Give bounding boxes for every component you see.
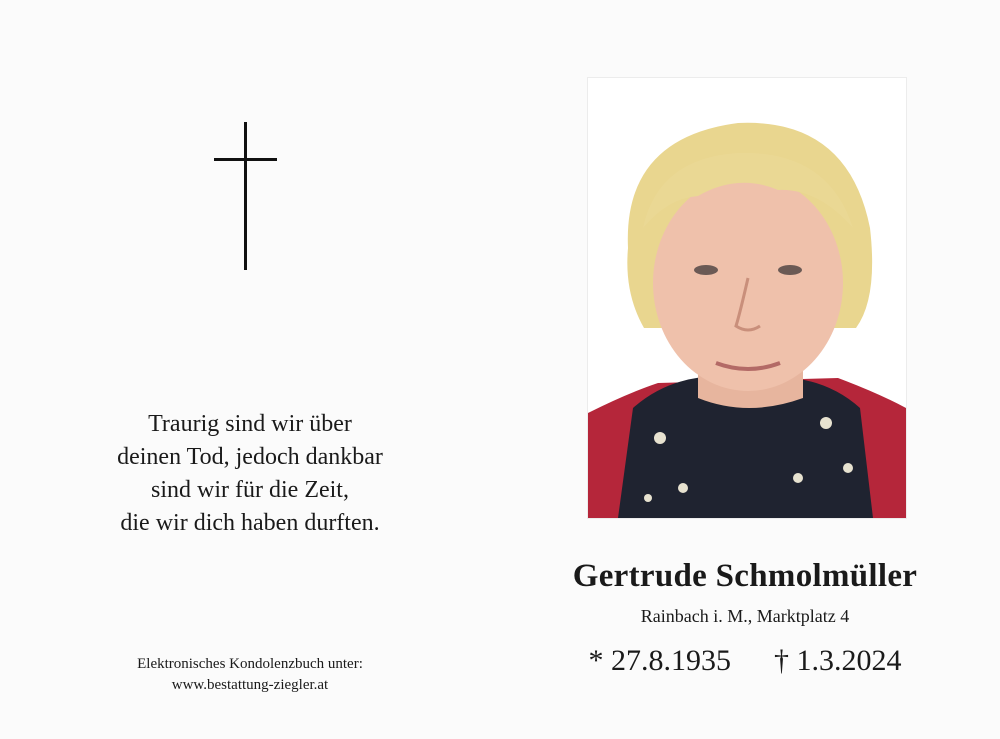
- poem-line: deinen Tod, jedoch dankbar: [117, 444, 383, 470]
- birth-star-icon: *: [588, 644, 604, 677]
- deceased-name: Gertrude Schmolmüller: [572, 558, 918, 594]
- birth-date: 27.8.1935: [611, 644, 731, 677]
- poem-line: Traurig sind wir über: [148, 411, 352, 437]
- life-dates: [520, 644, 970, 678]
- death-date: 1.3.2024: [796, 644, 902, 677]
- condolence-label: Elektronisches Kondolenzbuch unter:: [137, 656, 363, 672]
- condolence-url: www.bestattung-ziegler.at: [171, 677, 329, 693]
- death-dagger-icon: †: [774, 644, 789, 677]
- poem-line: sind wir für die Zeit,: [151, 477, 349, 503]
- deceased-address: Rainbach i. M., Marktplatz 4: [640, 606, 850, 626]
- portrait-photo: [588, 78, 906, 518]
- cross-icon: [214, 122, 278, 270]
- poem-line: die wir dich haben durften.: [120, 510, 380, 536]
- condolence-book-note: [90, 654, 410, 696]
- memorial-poem: [80, 408, 420, 540]
